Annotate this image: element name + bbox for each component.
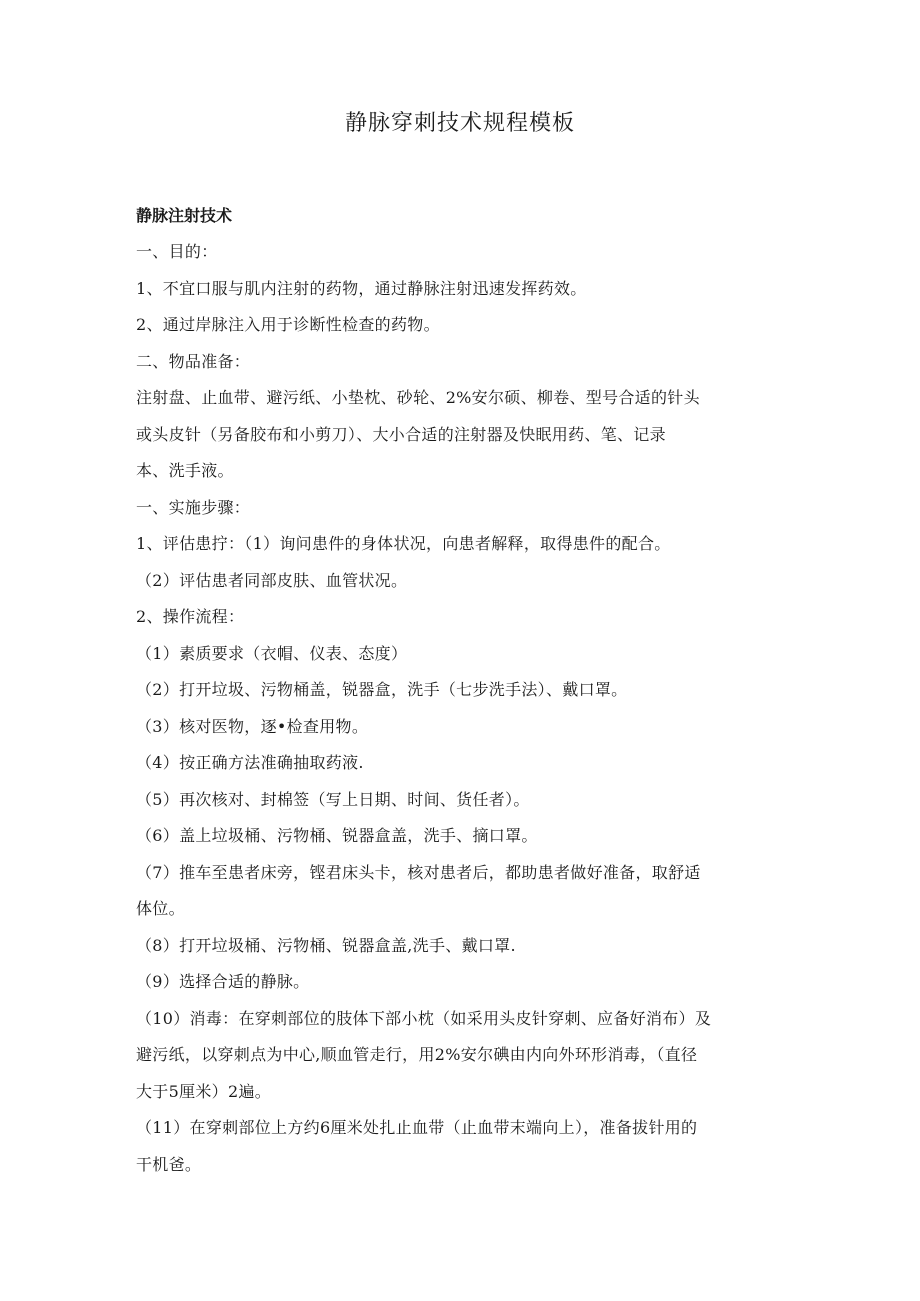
steps-heading: 一、实施步骤： [136,497,251,517]
supplies-line-2: 或头皮针（另备胶布和小剪刀）、大小合适的注射器及快眠用药、笔、记录 [136,424,666,444]
procedure-step-11-line-1: （11）在穿刺部位上方约6厘米处扎止血带（止血带末端向上），准备拔针用的 [136,1118,698,1137]
supplies-heading: 二、物品准备： [136,351,251,371]
procedure-step-9: （9）选择合适的静脉。 [136,972,310,991]
purpose-heading: 一、目的： [136,242,218,261]
procedure-step-10-line-2: 避污纸，以穿刺点为中心,顺血管走行，用2%安尔碘由内向外环形消毒，（直径 [136,1045,698,1064]
procedure-step-8: （8）打开垃圾桶、污物桶、锐器盒盖,洗手、戴口罩. [136,935,516,955]
procedure-step-2: （2）打开垃圾、污物桶盖，锐器盒，洗手（七步洗手法）、戴口罩。 [136,680,628,699]
supplies-line-3: 本、洗手液。 [136,461,234,480]
section-heading: 静脉注射技术 [136,206,233,225]
procedure-heading: 2、操作流程： [136,607,245,626]
supplies-line-1: 注射盘、止血带、避污纸、小垫枕、砂轮、2%安尔硕、柳卷、型号合适的针头 [136,388,700,407]
procedure-step-10-line-1: （10）消毒：在穿刺部位的肢体下部小枕（如采用头皮针穿刺、应备好消布）及 [136,1008,712,1028]
assessment-line-1: 1、评估患拧：（1）询问患件的身体状况，向患者解释，取得患件的配合。 [136,534,671,553]
procedure-step-4: （4）按正确方法准确抽取药液. [136,753,364,772]
procedure-step-6: （6）盖上垃圾桶、污物桶、锐器盒盖，洗手、摘口罩。 [136,826,538,845]
procedure-step-5: （5）再次核对、封棉签（写上日期、时间、货任者）。 [136,789,530,809]
purpose-item-1: 1、不宜口服与肌内注射的药物，通过静脉注射迅速发挥药效。 [136,278,587,298]
procedure-step-10-line-3: 大于5厘米）2遍。 [136,1081,272,1101]
document-title: 静脉穿刺技术规程模板 [344,111,575,136]
assessment-line-2: （2）评估患者同部皮肤、血管状况。 [136,570,408,590]
document-body [136,198,786,1183]
procedure-step-1: （1）素质要求（衣帽、仪表、态度） [136,643,408,663]
procedure-step-3: （3）核对医物，逐•检查用物。 [136,716,369,736]
procedure-step-7-line-1: （7）推车至患者床旁，铿君床头卡，核对患者后，都助患者做好准备，取舒适 [136,862,701,882]
procedure-step-7-line-2: 体位。 [136,899,185,918]
procedure-step-11-line-2: 干机爸。 [136,1154,202,1174]
purpose-item-2: 2、通过岸脉注入用于诊断性检查的药物。 [136,315,440,334]
